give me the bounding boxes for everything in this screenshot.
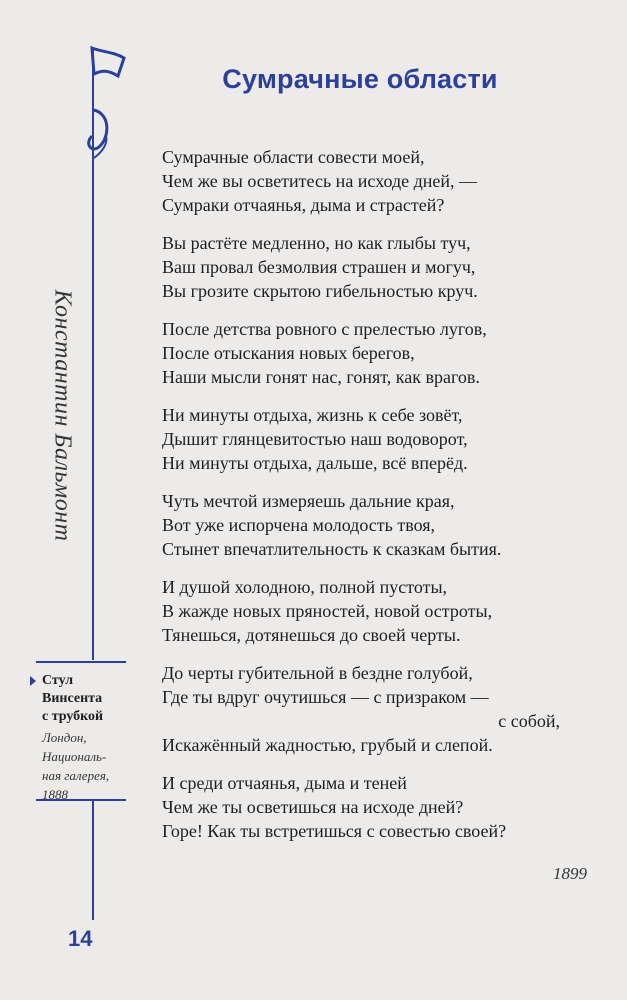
poem-line: Стынет впечатлительность к сказкам бытия.	[162, 539, 502, 559]
author-name-text: Константин Бальмонт	[49, 289, 76, 541]
caption-title-line: с трубкой	[42, 709, 104, 724]
caption-info-line: ная галерея,	[42, 768, 110, 783]
poem-line-continuation: с собой,	[498, 711, 560, 731]
stanza	[162, 489, 582, 561]
poem-line: Горе! Как ты встретишься с совестью своей?	[162, 821, 507, 841]
poem-line: И среди отчаянья, дыма и теней	[162, 773, 407, 793]
poem-line: В жажде новых пряностей, новой остроты,	[162, 601, 493, 621]
vertical-rule-bottom	[92, 800, 94, 920]
caption-info-line: 1888	[42, 787, 68, 802]
caption-title-line: Стул	[42, 673, 74, 688]
page-number: 14	[68, 926, 93, 951]
poem-line: Вот уже испорчена молодость твоя,	[162, 515, 436, 535]
poem-year: 1899	[553, 864, 587, 883]
poem-line: Ваш провал безмолвия страшен и могуч,	[162, 257, 476, 277]
flag-ornament-icon	[62, 40, 132, 190]
stanza	[162, 575, 582, 647]
poem-line: Где ты вдруг очутишься — с призраком —	[162, 687, 489, 707]
poem-line: Ни минуты отдыха, дальше, всё вперёд.	[162, 453, 468, 473]
stanza	[162, 771, 582, 843]
poem-line: Тянешься, дотянешься до своей черты.	[162, 625, 461, 645]
poem-line: До черты губительной в бездне голубой,	[162, 663, 473, 683]
stanza	[162, 403, 582, 475]
caption-info-line: Националь-	[42, 749, 107, 764]
poem-line: После детства ровного с прелестью лугов,	[162, 319, 487, 339]
stanza	[162, 317, 582, 389]
stanza	[162, 231, 582, 303]
author-name	[12, 290, 112, 540]
poem-line: Дышит глянцевитостью наш водоворот,	[162, 429, 468, 449]
caption-title	[42, 672, 130, 726]
poem-line: Искажённый жадностью, грубый и слепой.	[162, 735, 493, 755]
poem-line: Сумраки отчаянья, дыма и страстей?	[162, 195, 445, 215]
poem-line: Ни минуты отдыха, жизнь к себе зовёт,	[162, 405, 463, 425]
poem-line: Наши мысли гонят нас, гонят, как врагов.	[162, 367, 480, 387]
poem-line: Вы грозите скрытою гибельностью круч.	[162, 281, 478, 301]
caption-title-line: Винсента	[42, 691, 103, 706]
poem-line: Вы растёте медленно, но как глыбы туч,	[162, 233, 471, 253]
poem-body	[162, 145, 582, 857]
picture-caption	[30, 672, 130, 804]
caption-arrow-icon	[30, 676, 36, 686]
poem-line: Чем же ты осветишься на исходе дней?	[162, 797, 464, 817]
poem-line: После отыскания новых берегов,	[162, 343, 415, 363]
stanza	[162, 145, 582, 217]
poem-line: И душой холодною, полной пустоты,	[162, 577, 448, 597]
caption-info-line: Лондон,	[42, 730, 87, 745]
caption-rule-top	[36, 661, 126, 663]
stanza	[162, 661, 582, 757]
poem-title: Сумрачные области	[222, 64, 498, 94]
poem-line: Чуть мечтой измеряешь дальние края,	[162, 491, 455, 511]
poem-line: Чем же вы осветитесь на исходе дней, —	[162, 171, 478, 191]
poem-line: Сумрачные области совести моей,	[162, 147, 425, 167]
caption-info	[42, 728, 130, 804]
